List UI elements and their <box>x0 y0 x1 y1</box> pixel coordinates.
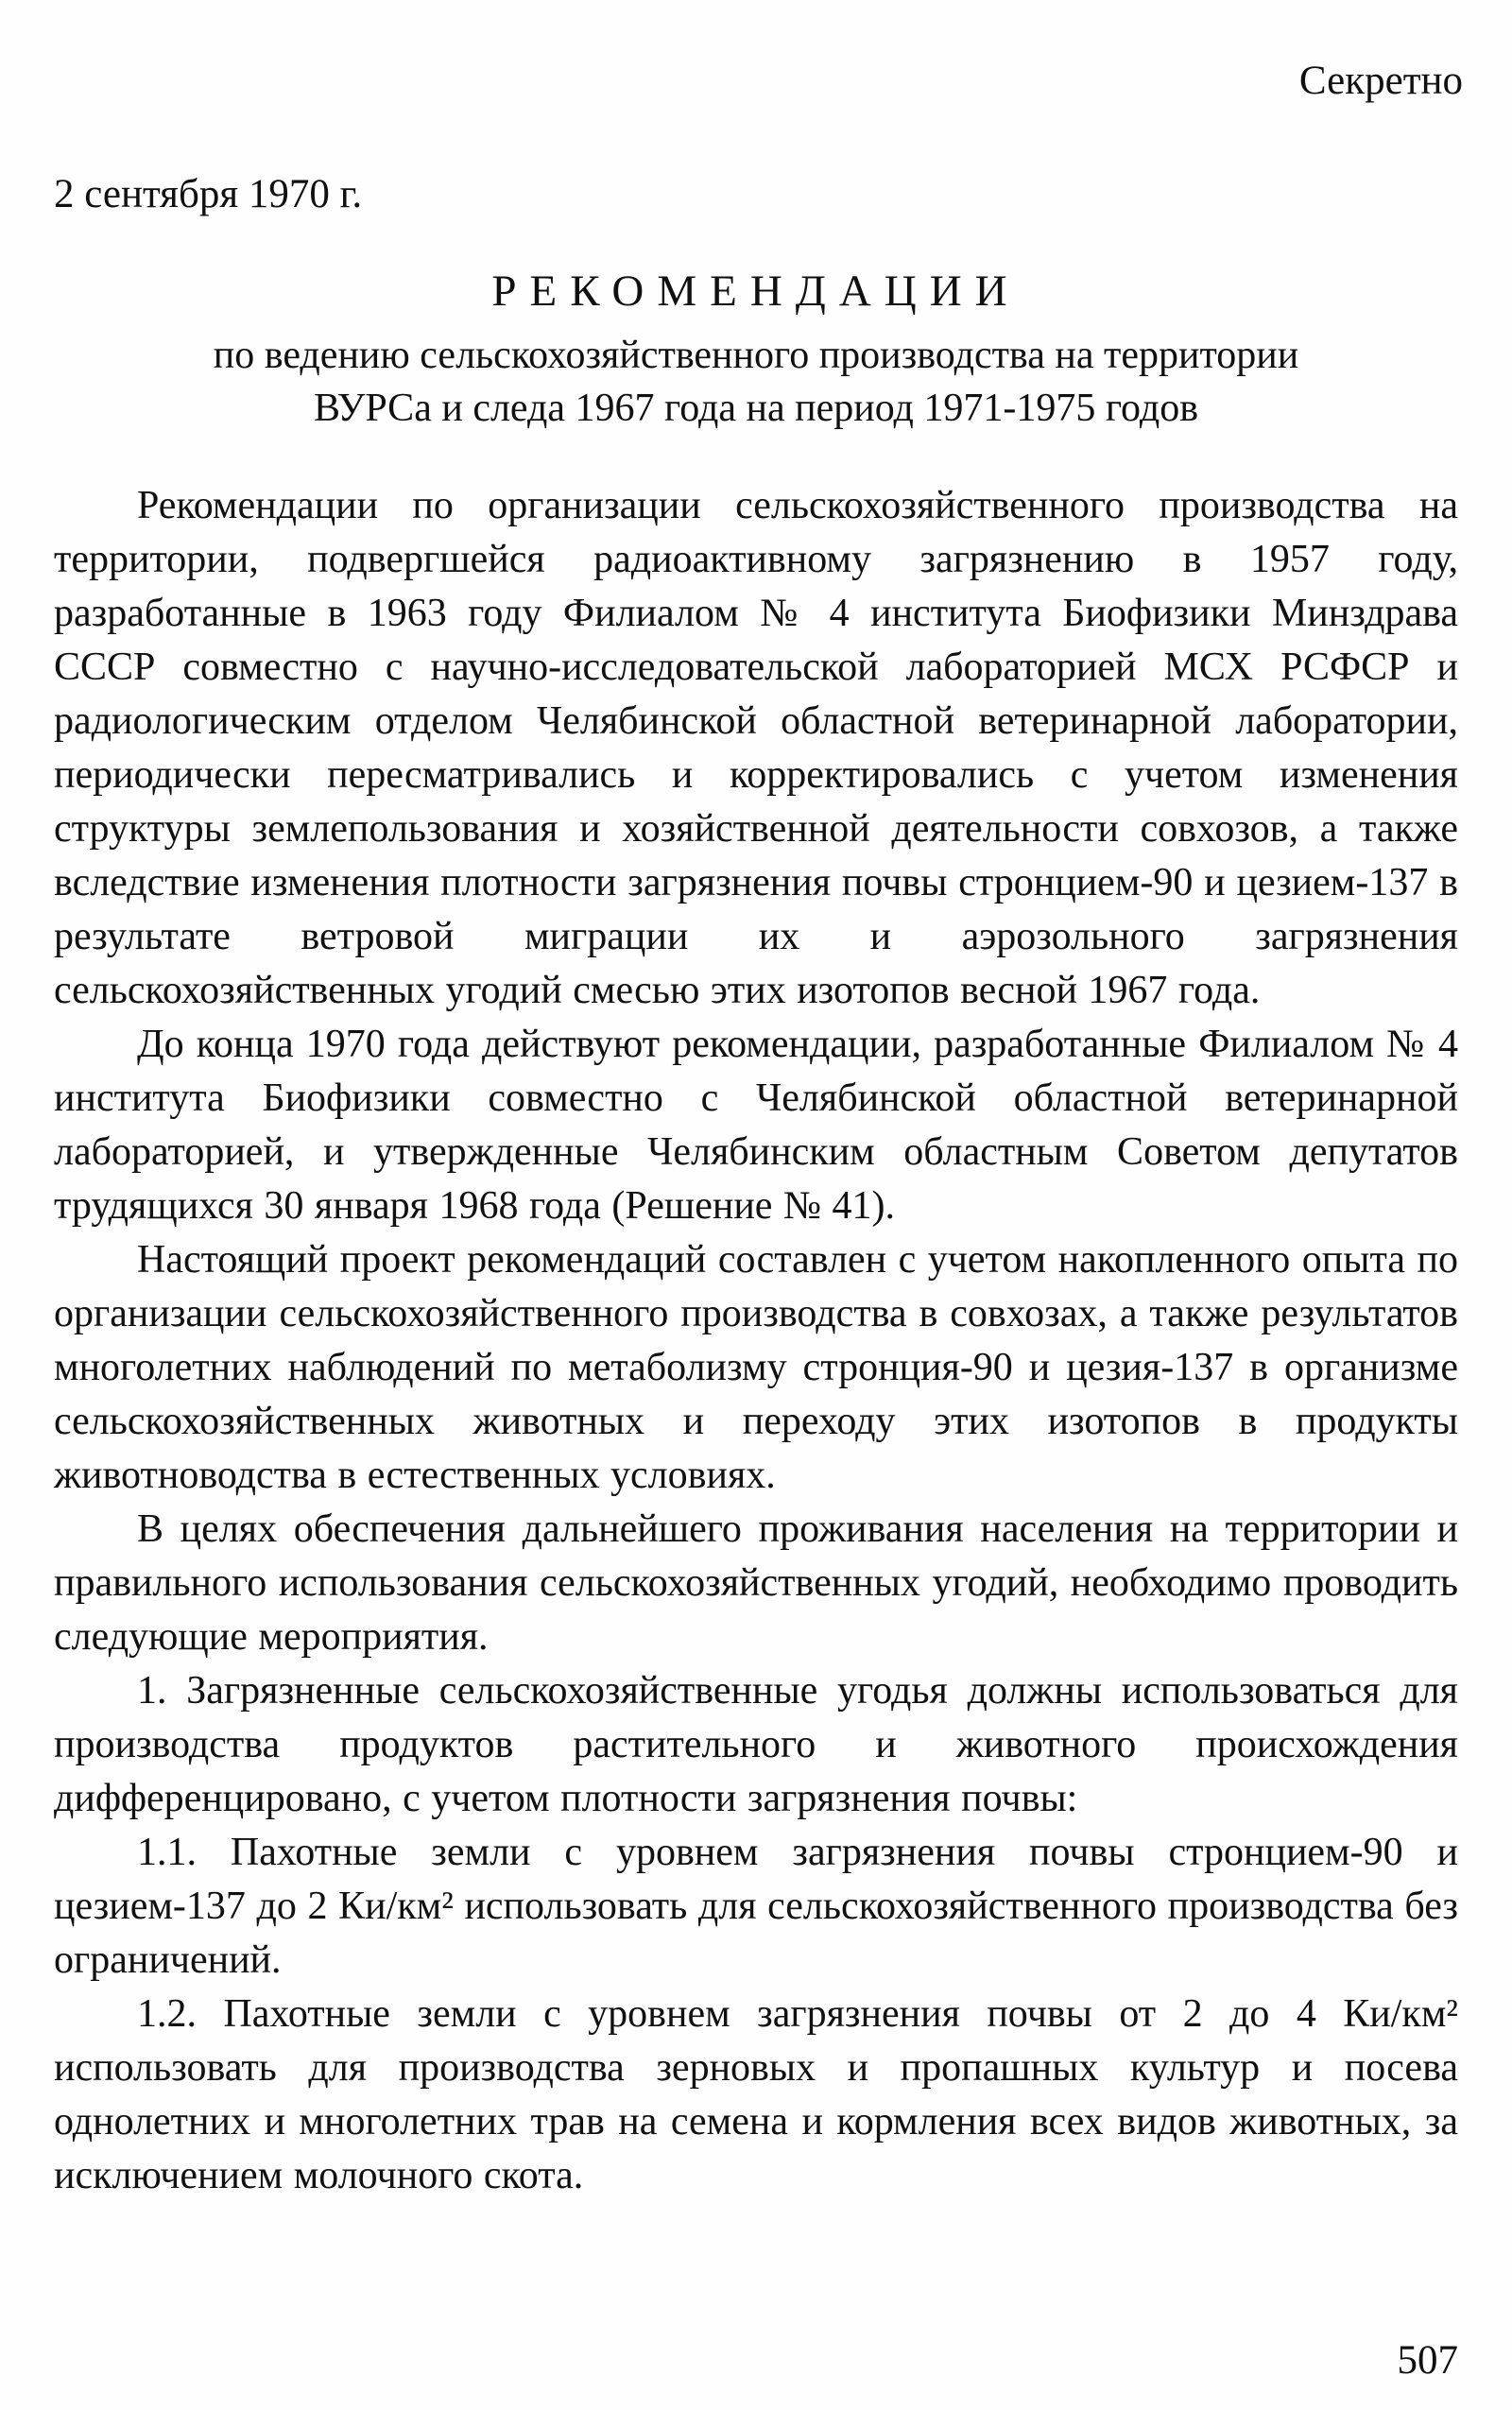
paragraph: 1. Загрязненные сельскохозяйственные угодья должны использоваться для производства продуктов растительного и животного происхождения дифференцировано, с учетом плотности загрязнения почвы: <box>54 1669 1458 1820</box>
paragraph: 1.1. Пахотные земли с уровнем загрязнения почвы стронцием-90 и цезием-137 до 2 Ки/км² использовать для сельскохозяйственного производства без ограничений. <box>54 1831 1458 1982</box>
document-body <box>54 479 1458 2203</box>
document-date: 2 сентября 1970 г. <box>54 172 363 216</box>
paragraph: Настоящий проект рекомендаций составлен с учетом накопленного опыта по организации сельскохозяйственного производства в совхозах, а также результатов многолетних наблюдений по метаболизму стронция-90 и цезия-137 в организме сельскохозяйственных животных и переходу этих изотопов в продукты животноводства в естественных условиях. <box>54 1238 1458 1497</box>
paragraph: До конца 1970 года действуют рекомендации, разработанные Филиалом № 4 института Биофизики совместно с Челябинской областной ветеринарной лабораторией, и утвержденные Челябинским областным Советом депутатов трудящихся 30 января 1968 года (Решение № 41). <box>54 1023 1458 1228</box>
document-subtitle-line-2: ВУРСа и следа 1967 года на период 1971-1975 годов <box>313 387 1199 430</box>
page-number: 507 <box>1397 2338 1458 2383</box>
document-subtitle-line-1: по ведению сельскохозяйственного производства на территории <box>213 334 1299 377</box>
paragraph: Рекомендации по организации сельскохозяйственного производства на территории, подвергшейся радиоактивному загрязнению в 1957 году, разработанные в 1963 году Филиалом № 4 института Биофизики Минздрава СССР совместно с научно-исследовательской лабораторией МСХ РСФСР и радиологическим отделом Челябинской областной ветеринарной лаборатории, периодически пересматривались и корректировались с учетом изменения структуры землепользования и хозяйственной деятельности совхозов, а также вследствие изменения плотности загрязнения почвы стронцием-90 и цезием-137 в результате ветровой миграции их и аэрозольного загрязнения сельскохозяйственных угодий смесью этих изотопов весной 1967 года. <box>54 484 1458 1012</box>
secrecy-stamp: Секретно <box>1298 59 1463 103</box>
document-title: РЕКОМЕНДАЦИИ <box>491 267 1021 316</box>
paragraph: В целях обеспечения дальнейшего проживания населения на территории и правильного использования сельскохозяйственных угодий, необходимо проводить следующие мероприятия. <box>54 1507 1458 1659</box>
paragraph: 1.2. Пахотные земли с уровнем загрязнения почвы от 2 до 4 Ки/км² использовать для производства зерновых и пропашных культур и посева однолетних и многолетних трав на семена и кормления всех видов животных, за исключением молочного скота. <box>54 1992 1458 2197</box>
